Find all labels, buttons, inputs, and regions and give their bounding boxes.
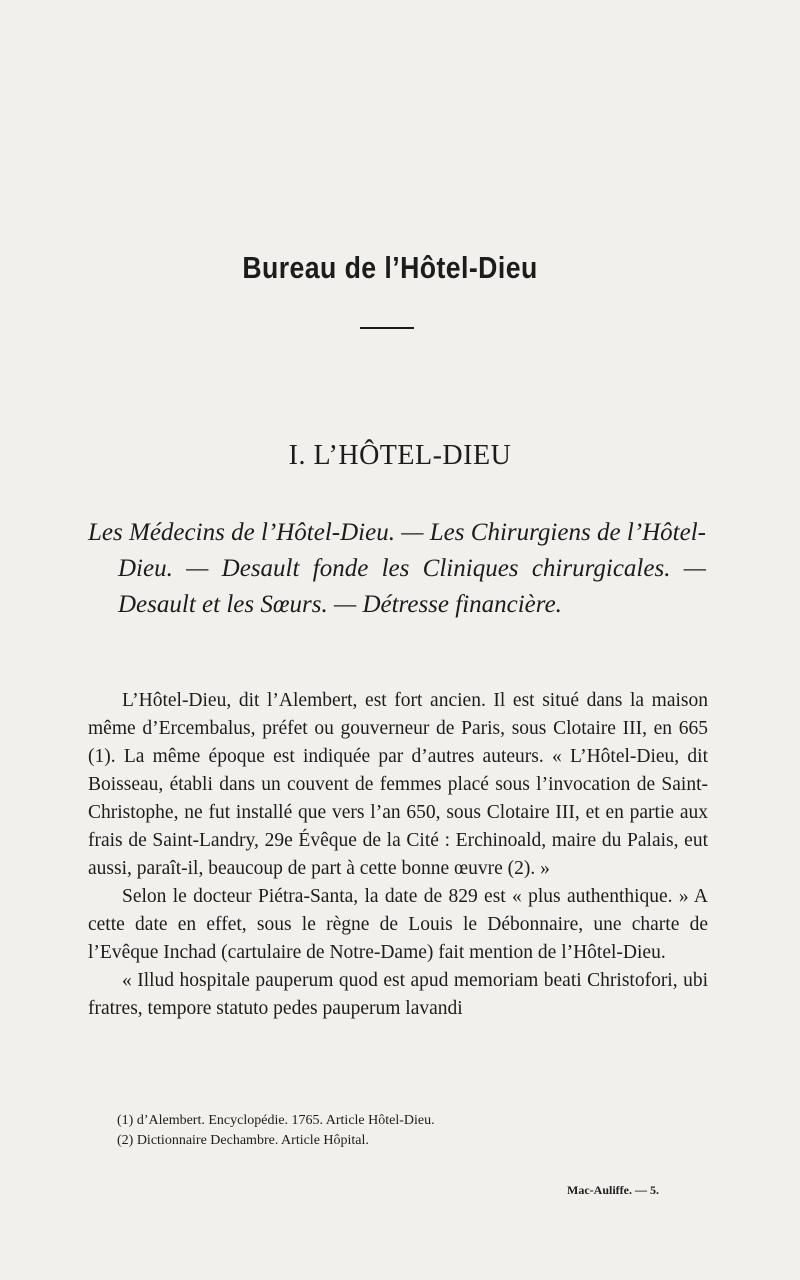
- page-title: Bureau de l’Hôtel-Dieu: [242, 250, 538, 285]
- section-heading: I. L’HÔTEL-DIEU: [288, 440, 512, 471]
- title-divider: [360, 327, 414, 329]
- body-text: [88, 687, 708, 1023]
- paragraph: « Illud hospitale pauperum quod est apud memoriam beati Christofori, ubi fratres, tempore statuto pedes pauperum lavandi: [88, 970, 708, 1019]
- chapter-summary: Les Médecins de l’Hôtel-Dieu. — Les Chirurgiens de l’Hôtel-Dieu. — Desault fonde les Cliniques chirurgicales. — Desault et les Sœurs. — Détresse financière.: [88, 519, 706, 618]
- paragraph: Selon le docteur Piétra-Santa, la date de 829 est « plus authenthique. » A cette date en effet, sous le règne de Louis le Débonnaire, une charte de l’Evêque Inchad (cartulaire de Notre-Dame) fait mention de l’Hôtel-Dieu.: [88, 886, 708, 963]
- footnotes: [117, 1111, 677, 1151]
- footnote: (1) d’Alembert. Encyclopédie. 1765. Article Hôtel-Dieu.: [117, 1113, 435, 1128]
- paragraph: L’Hôtel-Dieu, dit l’Alembert, est fort ancien. Il est situé dans la maison même d’Ercembalus, préfet ou gouverneur de Paris, sous Clotaire III, en 665 (1). La même époque est indiquée par d’autres auteurs. « L’Hôtel-Dieu, dit Boisseau, établi dans un couvent de femmes placé sous l’invocation de Saint-Christophe, ne fut installé que vers l’an 650, sous Clotaire III, et en partie aux frais de Saint-Landry, 29e Évêque de la Cité : Erchinoald, maire du Palais, eut aussi, paraît-il, beaucoup de part à cette bonne œuvre (2). »: [88, 690, 708, 879]
- footnote: (2) Dictionnaire Dechambre. Article Hôpital.: [117, 1133, 369, 1148]
- page-signature: Mac-Auliffe. — 5.: [567, 1183, 659, 1197]
